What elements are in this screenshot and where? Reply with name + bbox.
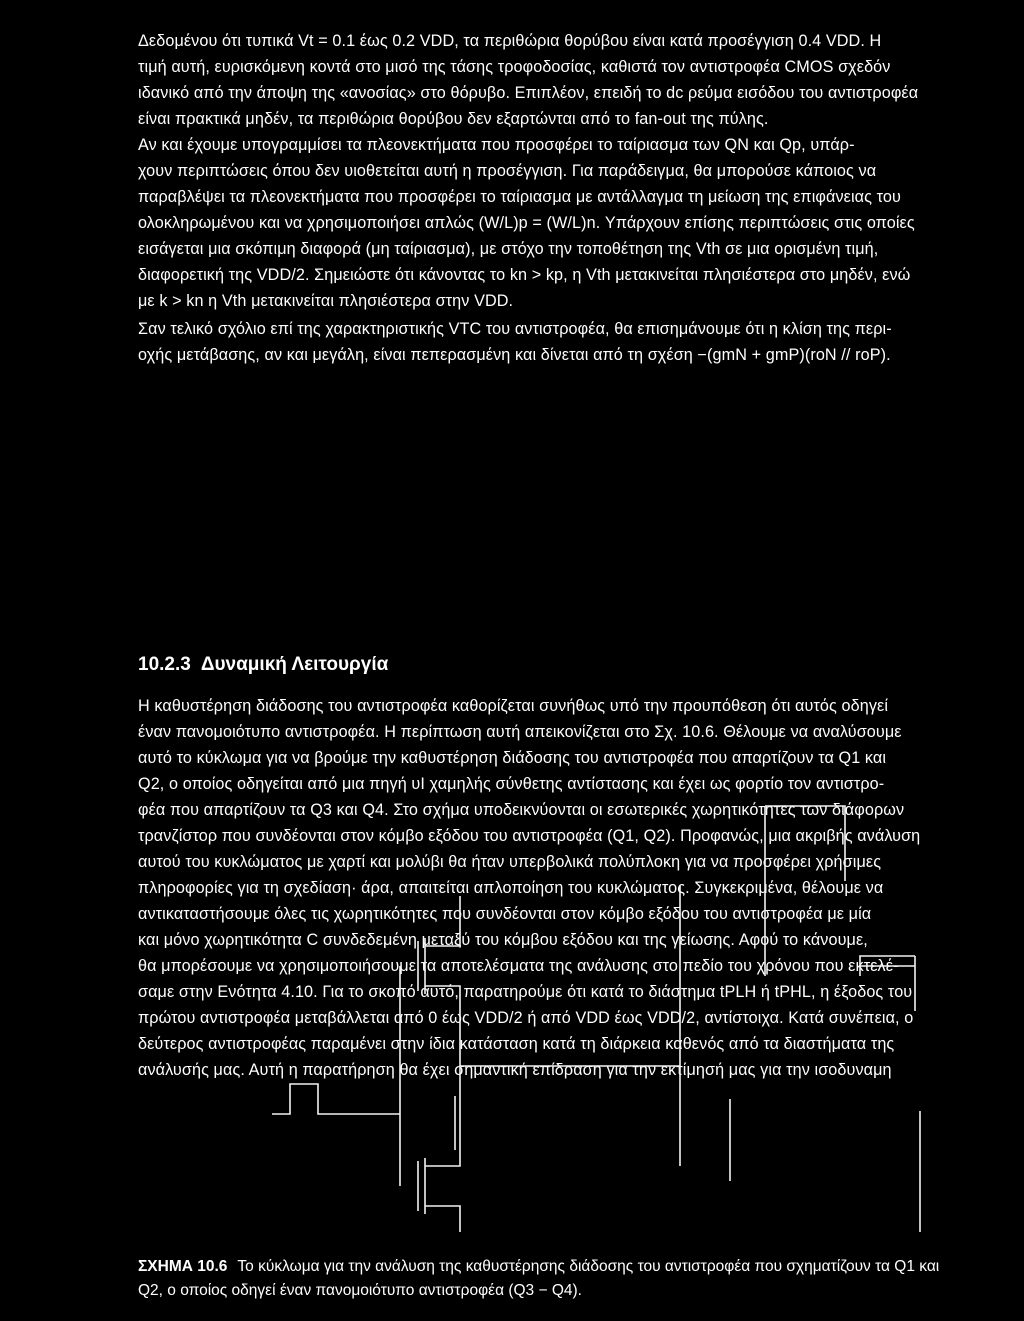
text-line: είναι πρακτικά μηδέν, τα περιθώρια θορύβου δεν εξαρτώνται από το fan-out της πύλης. <box>138 110 769 128</box>
paragraph-matching <box>138 132 1008 314</box>
text-line: διαφορετική της VDD/2. Σημειώστε ότι κάνοντας το kn > kp, η Vth μετακινείται πλησιέστερα στο μηδέν, ενώ <box>138 266 911 284</box>
caption-line: Q2, ο οποίος οδηγεί έναν πανομοιότυπο αντιστροφέα (Q3 − Q4). <box>138 1282 582 1299</box>
section-number: 10.2.3 <box>138 654 191 675</box>
input-pulse-waveform <box>272 1084 338 1114</box>
lower-stubs <box>455 1096 920 1232</box>
text-line: πρώτου αντιστροφέα μεταβάλλεται από 0 έως VDD/2 ή από VDD έως VDD/2, αντίστοιχα. Κατά συνέπεια, ο <box>138 1009 914 1027</box>
text-line: και μόνο χωρητικότητα C συνδεδεμένη μεταξύ του κόμβου εξόδου και της γείωσης. Αφού το κάνουμε, <box>138 931 868 949</box>
q3-q4-structure <box>680 806 915 1166</box>
text-line: σαμε στην Ενότητα 4.10. Για το σκοπό αυτό, παρατηρούμε ότι κατά το διάστημα tPLH ή tPHL, η έξοδος του <box>138 983 913 1001</box>
caption-label: ΣΧΗΜΑ 10.6 <box>138 1258 228 1275</box>
circuit-figure <box>260 766 1020 1236</box>
text-line: τιμή αυτή, ευρισκόμενη κοντά στο μισό της τάσης τροφοδοσίας, καθιστά τον αντιστροφέα CMOS σχεδόν <box>138 58 891 76</box>
text-line: Δεδομένου ότι τυπικά Vt = 0.1 έως 0.2 VDD, τα περιθώρια θορύβου είναι κατά προσέγγιση 0.4 VDD. Η <box>138 32 882 50</box>
caption-line: Το κύκλωμα για την ανάλυση της καθυστέρησης διάδοσης του αντιστροφέα που σχηματίζουν τα Q1 και <box>237 1258 940 1275</box>
text-line: πληροφορίες για τη σχεδίαση· άρα, απαιτείται απλοποίηση του κυκλώματος. Συγκεκριμένα, θέλουμε να <box>138 879 884 897</box>
text-line: παραβλέψει τα πλεονεκτήματα που προσφέρει το ταίριασμα με αντάλλαγμα τη μείωση της επιφάνειας του <box>138 188 901 206</box>
text-line: με k > kn η Vth μετακινείται πλησιέστερα στην VDD. <box>138 292 514 310</box>
text-line: φέα που απαρτίζουν τα Q3 και Q4. Στο σχήμα υποδεικνύονται οι εσωτερικές χωρητικότητες των διάφορων <box>138 801 905 819</box>
text-line: αντικαταστήσουμε όλες τις χωρητικότητες που συνδέονται στον κόμβο εξόδου του αντιστροφέα με μία <box>138 905 872 923</box>
paragraph-noise-margins <box>138 28 1008 132</box>
text-line: δεύτερος αντιστροφέας παραμένει στην ίδια κατάσταση κατά τη διάρκεια καθενός από τα διαστήματα της <box>138 1035 895 1053</box>
q1-pmos-body <box>418 896 460 1066</box>
text-line: ιδανικό από την άποψη της «ανοσίας» στο θόρυβο. Επιπλέον, επειδή το dc ρεύμα εισόδου του αντιστροφέα <box>138 84 919 102</box>
text-line: Αν και έχουμε υπογραμμίσει τα πλεονεκτήματα που προσφέρει το ταίριασμα των QN και Qp, υπάρ- <box>138 136 855 154</box>
text-line: αυτό το κύκλωμα για να βρούμε την καθυστέρηση διάδοσης του αντιστροφέα που απαρτίζουν τα Q1 και <box>138 749 887 767</box>
text-line: εισάγεται μια σκόπιμη διαφορά (μη ταίριασμα), με στόχο την τοποθέτηση της Vth σε μια ορισμένη τιμή, <box>138 240 879 258</box>
text-line: Σαν τελικό σχόλιο επί της χαρακτηριστικής VTC του αντιστροφέα, θα επισημάνουμε ότι η κλίση της περι- <box>138 320 892 338</box>
text-line: θα μπορέσουμε να χρησιμοποιήσουμε τα αποτελέσματα της ανάλυσης στο πεδίο του χρόνου που εκτελέ- <box>138 957 899 975</box>
circuit-wires <box>272 806 920 1232</box>
paragraph-vtc-slope <box>138 316 1008 368</box>
section-title: Δυναμική Λειτουργία <box>200 654 389 675</box>
text-line: ανάλυσής μας. Αυτή η παρατήρηση θα έχει σημαντική επίδραση για την εκτίμησή μας για την ισοδυναμη <box>138 1061 892 1079</box>
text-line: έναν πανομοιότυπο αντιστροφέα. Η περίπτωση αυτή απεικονίζεται στο Σχ. 10.6. Θέλουμε να αναλύσουμε <box>138 723 902 741</box>
text-line: τρανζίστορ που συνδέονται στον κόμβο εξόδου του αντιστροφέα (Q1, Q2). Προφανώς, μια ακριβής ανάλυση <box>138 827 921 845</box>
q2-nmos-body <box>418 1066 460 1232</box>
figure-caption <box>138 1255 1018 1303</box>
text-line: Η καθυστέρηση διάδοσης του αντιστροφέα καθορίζεται συνήθως υπό την προυπόθεση ότι αυτός οδηγεί <box>138 697 889 715</box>
text-line: ολοκληρωμένου και να χρησιμοποιήσει απλώς (W/L)p = (W/L)n. Υπάρχουν επίσης περιπτώσεις στις οποίες <box>138 214 915 232</box>
text-line: αυτού του κυκλώματος με χαρτί και μολύβι θα ήταν υπερβολικά πολύπλοκη για να προσφέρει χρήσιμες <box>138 853 882 871</box>
text-line: Q2, ο οποίος οδηγείται από μια πηγή υI χαμηλής σύνθετης αντίστασης και έχει ως φορτίο τον αντιστρο- <box>138 775 885 793</box>
text-line: χουν περιπτώσεις όπου δεν υιοθετείται αυτή η προσέγγιση. Για παράδειγμα, θα μπορούσε κάποιος να <box>138 162 877 180</box>
text-line: οχής μετάβασης, αν και μεγάλη, είναι πεπερασμένη και δίνεται από τη σχέση −(gmN + gmP)(roN // roP). <box>138 346 891 364</box>
section-heading <box>138 652 388 678</box>
